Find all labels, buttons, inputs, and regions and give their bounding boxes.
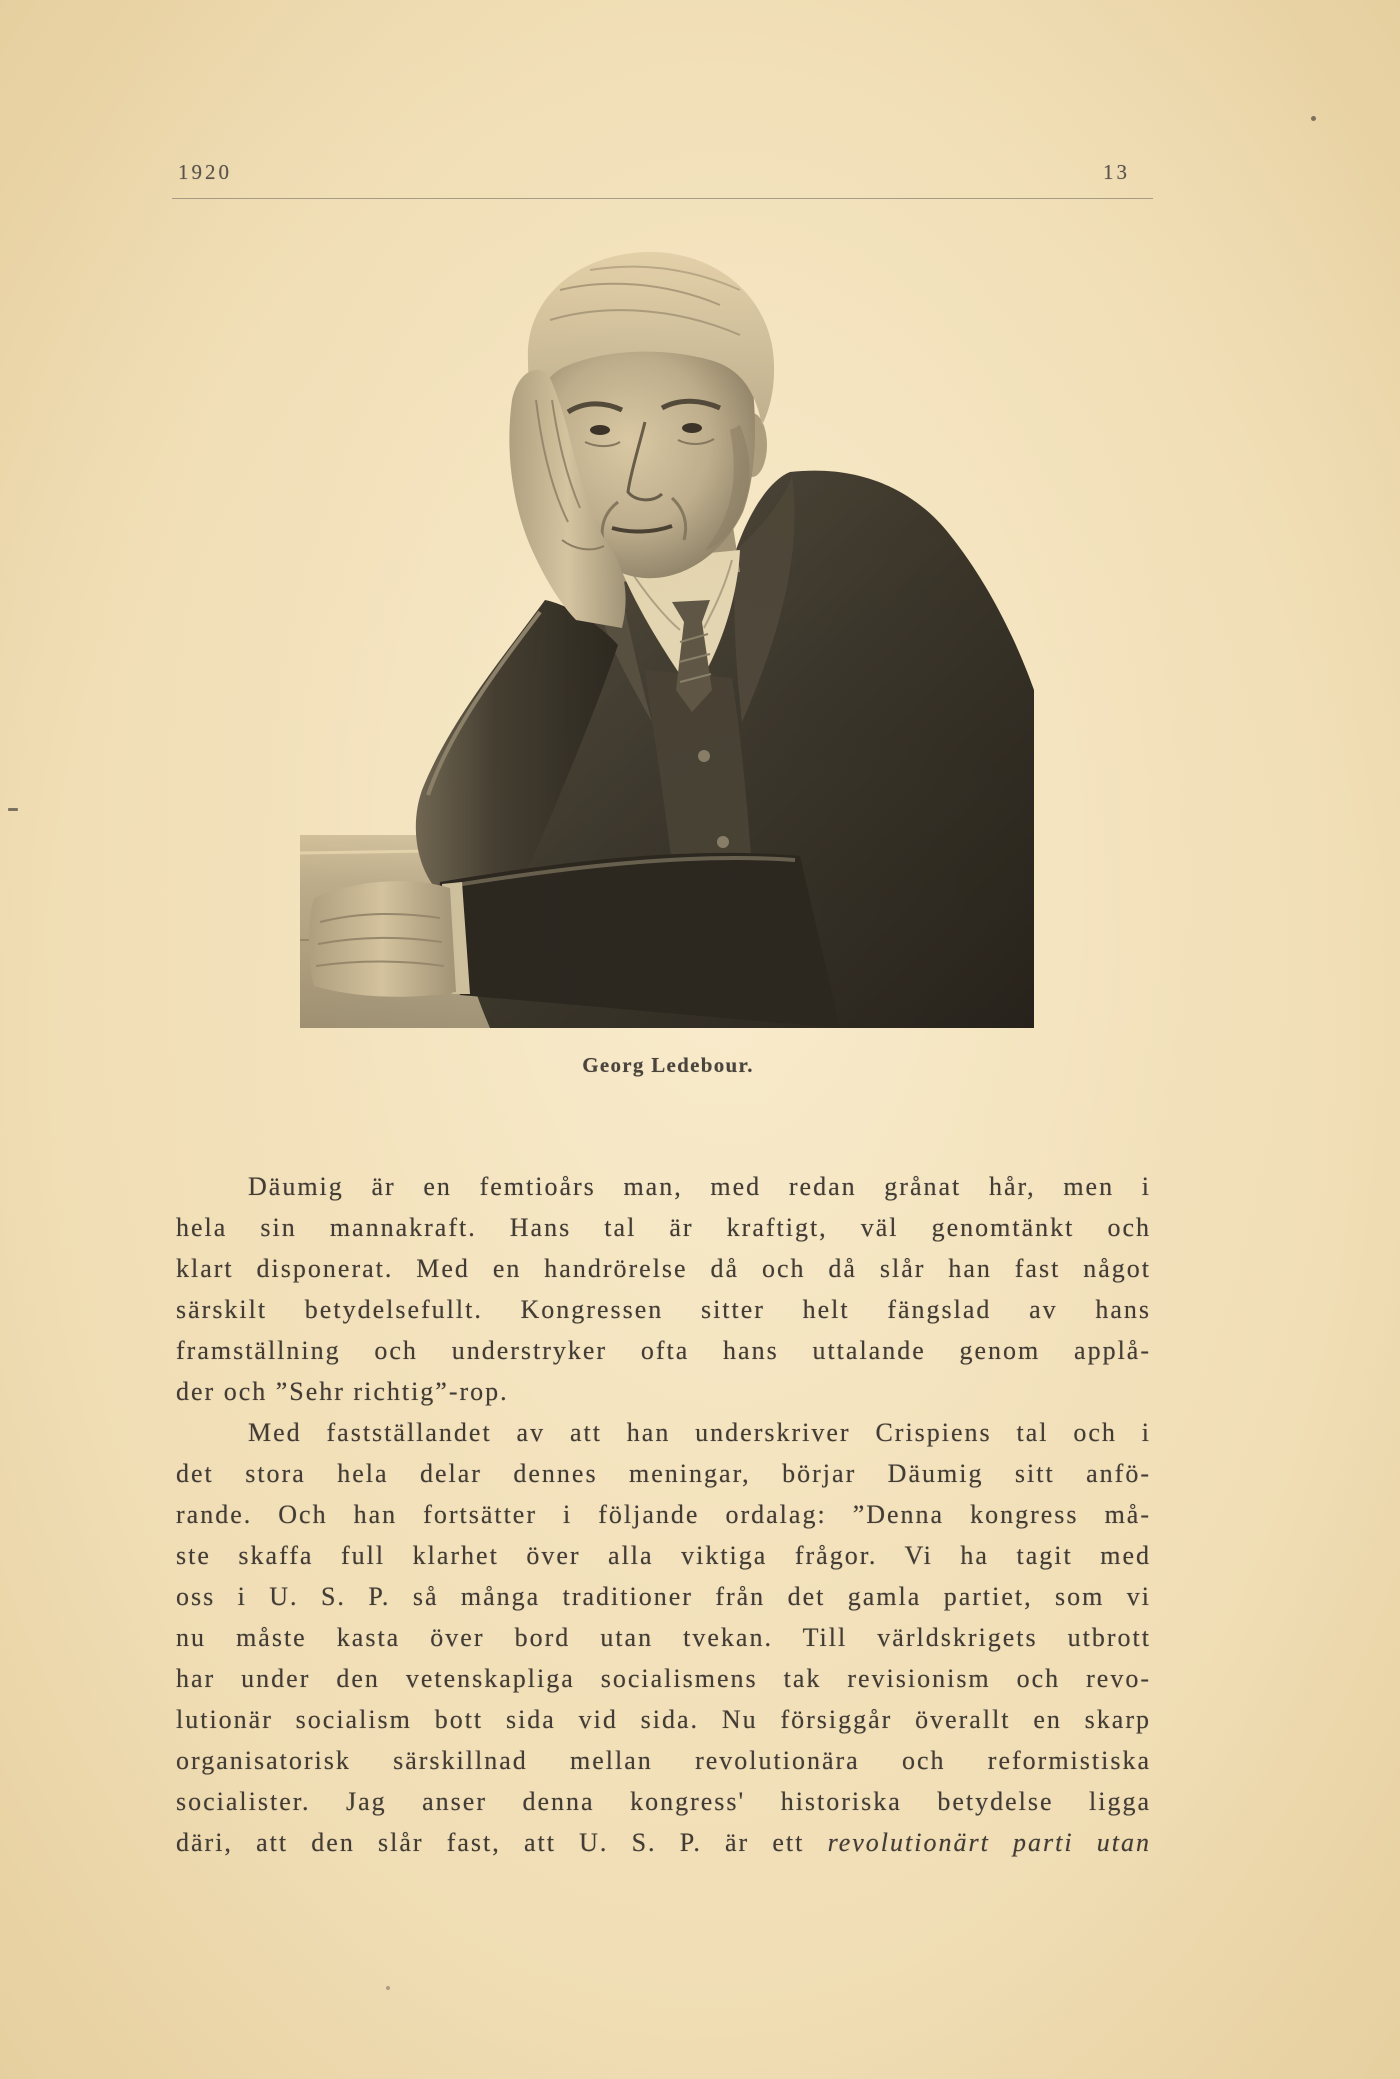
body-line: klart disponerat. Med en handrörelse då och då slår han fast något	[176, 1254, 1151, 1283]
scan-speck	[386, 1986, 390, 1990]
body-line-final	[176, 1822, 1151, 1863]
final-line-italic: revolutionärt parti utan	[827, 1828, 1151, 1857]
portrait-photo	[300, 250, 1036, 1030]
body-line: framställning och understryker ofta hans uttalande genom applå-	[176, 1336, 1151, 1365]
body-line: socialister. Jag anser denna kongress' historiska betydelse ligga	[176, 1787, 1151, 1816]
body-line: har under den vetenskapliga socialismens tak revisionism och revo-	[176, 1664, 1151, 1693]
paragraph-last-line: der och ”Sehr richtig”-rop.	[176, 1377, 509, 1406]
body-line: särskilt betydelsefullt. Kongressen sitter helt fängslad av hans	[176, 1295, 1151, 1324]
body-line: ste skaffa full klarhet över alla viktiga frågor. Vi ha tagit med	[176, 1541, 1151, 1570]
portrait-button	[698, 750, 710, 762]
body-line: det stora hela delar dennes meningar, börjar Däumig sitt anfö-	[176, 1459, 1151, 1488]
figure-caption: Georg Ledebour.	[582, 1053, 754, 1077]
scan-speck	[8, 808, 18, 811]
portrait-eye	[682, 423, 702, 433]
header-rule	[172, 198, 1153, 199]
body-line: rande. Och han fortsätter i följande ordalag: ”Denna kongress må-	[176, 1500, 1151, 1529]
portrait-eye	[590, 425, 610, 435]
running-head-year: 1920	[178, 160, 232, 184]
body-line: oss i U. S. P. så många traditioner från det gamla partiet, som vi	[176, 1582, 1151, 1611]
paragraph-first-line: Med fastställandet av att han underskriver Crispiens tal och i	[248, 1418, 1151, 1447]
body-line: hela sin mannakraft. Hans tal är kraftigt, väl genomtänkt och	[176, 1213, 1151, 1242]
body-line: lutionär socialism bott sida vid sida. Nu försiggår överallt en skarp	[176, 1705, 1151, 1734]
portrait-button	[717, 836, 729, 848]
body-line: organisatorisk särskillnad mellan revolutionära och reformistiska	[176, 1746, 1151, 1775]
portrait-hand-table	[309, 881, 456, 997]
body-text	[176, 1166, 1151, 1863]
page-number: 13	[1103, 160, 1130, 184]
paragraph-first-line: Däumig är en femtioårs man, med redan grånat hår, men i	[248, 1172, 1151, 1201]
scan-speck	[1311, 116, 1316, 121]
final-line-roman: däri, att den slår fast, att U. S. P. är ett	[176, 1828, 805, 1857]
body-line: nu måste kasta över bord utan tvekan. Till världskrigets utbrott	[176, 1623, 1151, 1652]
